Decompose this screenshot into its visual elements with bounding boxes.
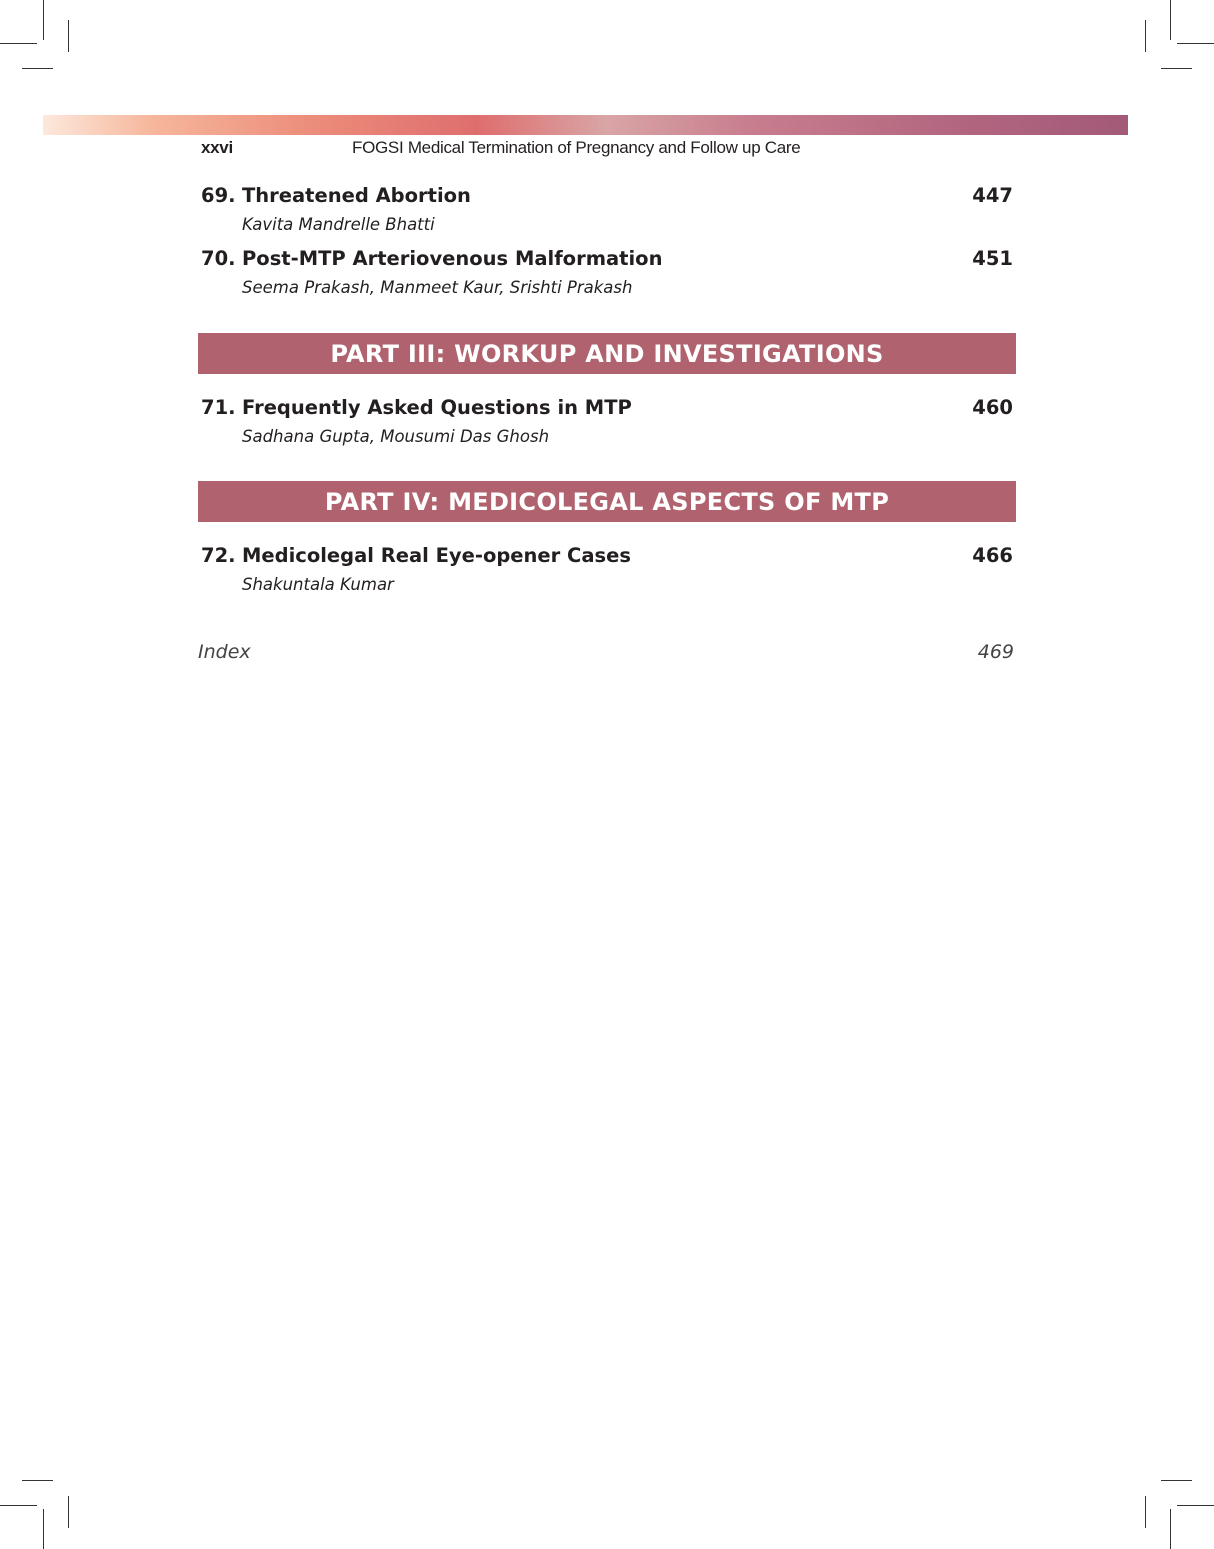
chapter-authors: Seema Prakash, Manmeet Kaur, Srishti Prakash [242, 278, 633, 297]
toc-entry[interactable] [201, 184, 1013, 236]
chapter-authors: Shakuntala Kumar [242, 575, 394, 594]
chapter-number: 69. [201, 184, 236, 207]
index-label: Index [198, 641, 251, 663]
chapter-page: 466 [972, 544, 1013, 567]
toc-entry[interactable] [201, 544, 1013, 596]
chapter-title: Frequently Asked Questions in MTP [242, 396, 632, 419]
page-folio: xxvi [201, 138, 233, 157]
chapter-authors: Sadhana Gupta, Mousumi Das Ghosh [242, 427, 550, 446]
running-head-title: FOGSI Medical Termination of Pregnancy and Follow up Care [352, 138, 801, 157]
chapter-title: Post-MTP Arteriovenous Malformation [242, 247, 663, 270]
chapter-authors: Kavita Mandrelle Bhatti [242, 215, 435, 234]
chapter-title: Threatened Abortion [242, 184, 471, 207]
part-heading: PART IV: MEDICOLEGAL ASPECTS OF MTP [198, 481, 1016, 522]
header-gradient-band [43, 115, 1128, 135]
chapter-page: 451 [972, 247, 1013, 270]
part-heading: PART III: WORKUP AND INVESTIGATIONS [198, 333, 1016, 374]
index-page: 469 [977, 641, 1014, 663]
toc-entry[interactable] [201, 396, 1013, 448]
chapter-page: 460 [972, 396, 1013, 419]
chapter-page: 447 [972, 184, 1013, 207]
chapter-number: 71. [201, 396, 236, 419]
chapter-number: 70. [201, 247, 236, 270]
chapter-title: Medicolegal Real Eye-opener Cases [242, 544, 631, 567]
toc-entry[interactable] [201, 247, 1013, 299]
toc-index-entry[interactable] [198, 641, 1014, 663]
chapter-number: 72. [201, 544, 236, 567]
